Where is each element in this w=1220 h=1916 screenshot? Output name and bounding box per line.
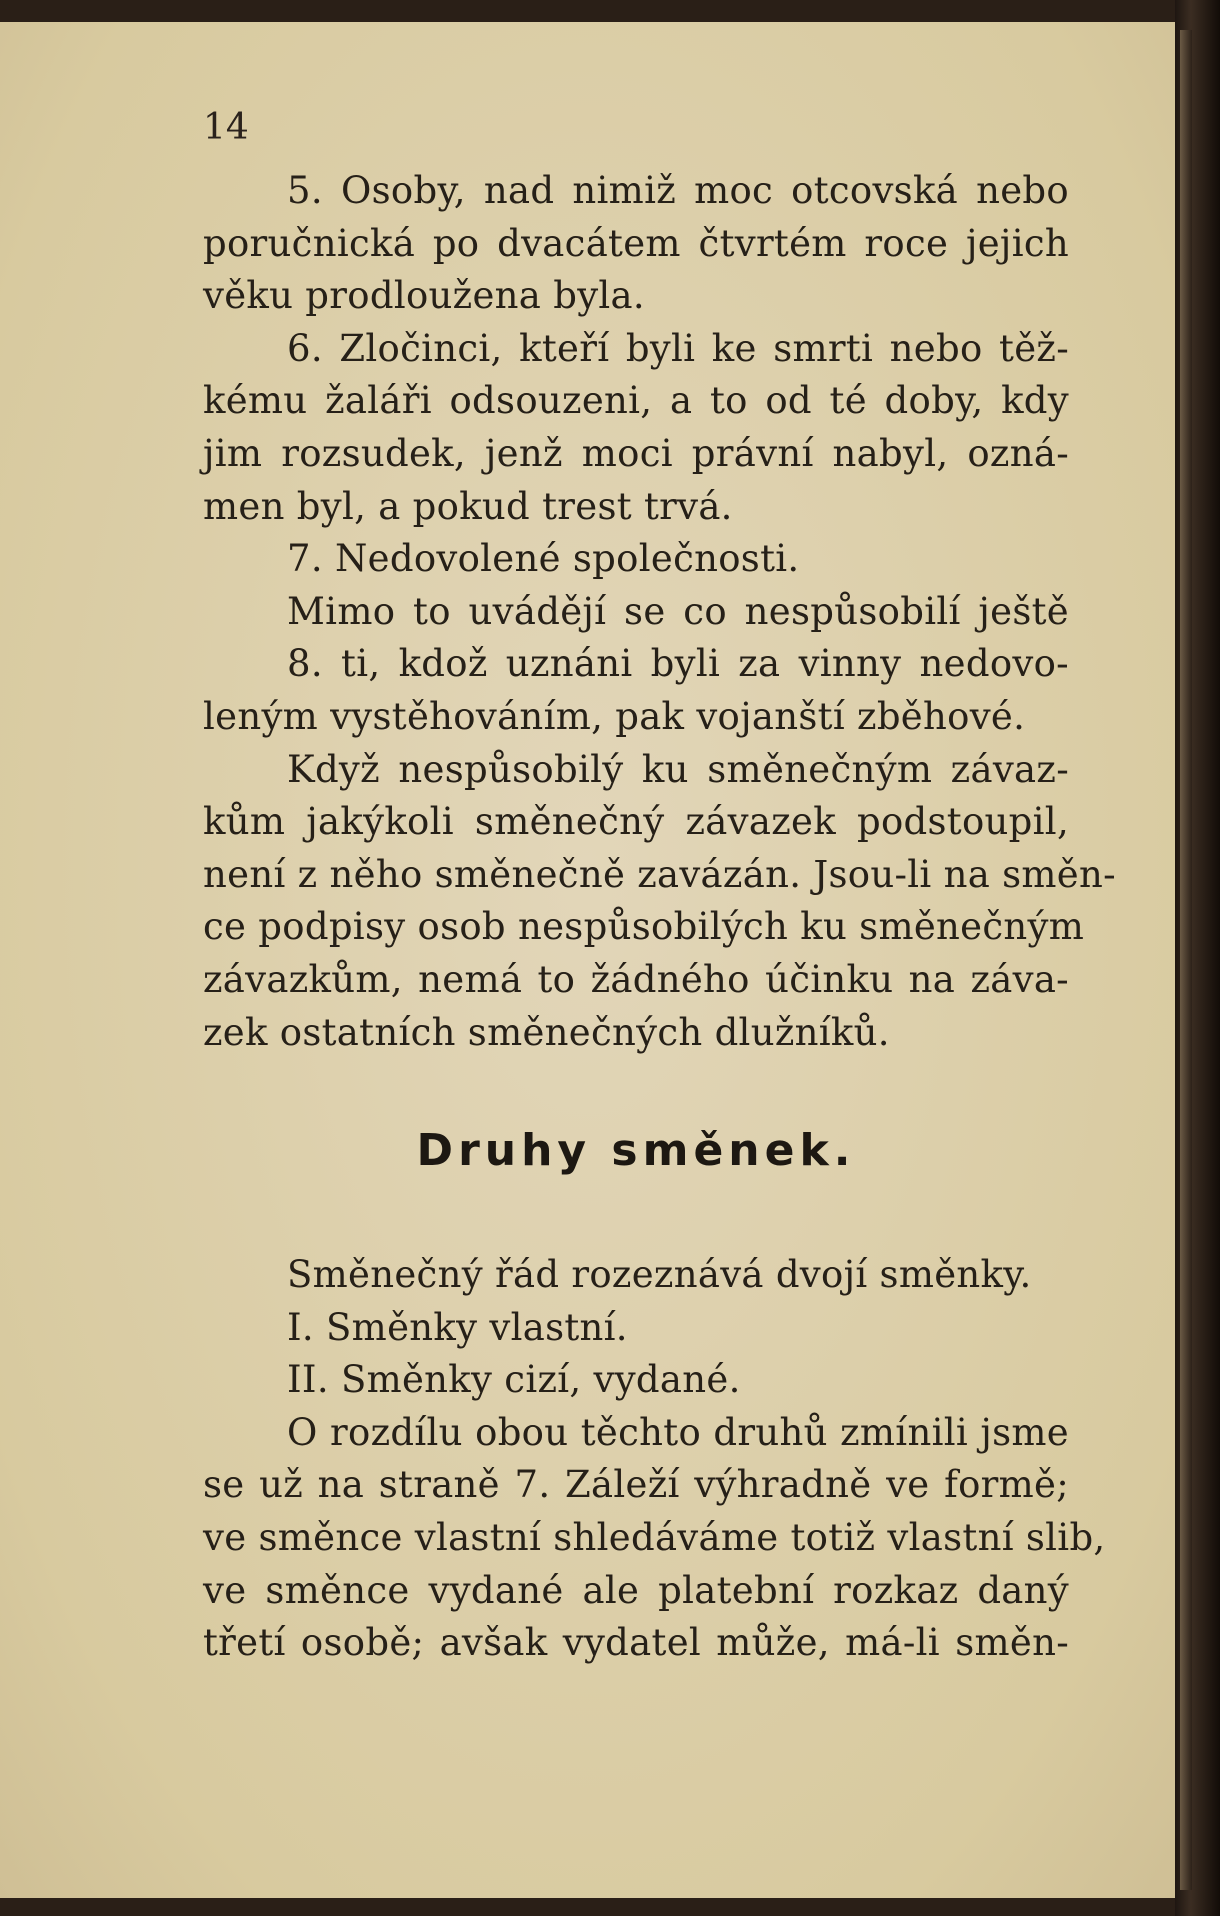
text-line: I. Směnky vlastní. <box>287 1305 628 1349</box>
paragraph-block-1 <box>203 165 1116 1059</box>
text-line: poručnická po dvacátem čtvrtém roce jejich <box>203 221 1069 265</box>
page-edge-strip <box>1180 30 1192 1890</box>
text-line: II. Směnky cizí, vydané. <box>287 1358 741 1402</box>
text-line: není z něho směnečně zavázán. Jsou-li na směn- <box>203 852 1116 896</box>
text-line: ve směnce vydané ale platební rozkaz daný <box>203 1568 1069 1612</box>
text-line: kům jakýkoli směnečný závazek podstoupil, <box>203 800 1069 844</box>
text-line: Směnečný řád rozeznává dvojí směnky. <box>287 1253 1032 1297</box>
text-line: kému žaláři odsouzeni, a to od té doby, kdy <box>203 379 1069 423</box>
text-line: třetí osobě; avšak vydatel může, má-li směn- <box>203 1621 1069 1665</box>
text-line: ce podpisy osob nespůsobilých ku směnečným <box>203 905 1085 949</box>
page-text <box>203 165 1116 1670</box>
text-line: zek ostatních směnečných dlužníků. <box>203 1010 890 1054</box>
text-line: Když nespůsobilý ku směnečným závaz- <box>287 747 1069 791</box>
text-line: 8. ti, kdož uznáni byli za vinny nedovo- <box>287 642 1069 686</box>
text-line: 7. Nedovolené společnosti. <box>287 537 800 581</box>
page-number: 14 <box>203 107 249 148</box>
text-line: Mimo to uvádějí se co nespůsobilí ještě <box>287 589 1069 633</box>
text-line: ve směnce vlastní shledáváme totiž vlastní slib, <box>203 1516 1106 1560</box>
text-line: 5. Osoby, nad nimiž moc otcovská nebo <box>287 169 1069 212</box>
text-line: věku prodloužena byla. <box>203 274 645 318</box>
text-line: 6. Zločinci, kteří byli ke smrti nebo těž- <box>287 326 1069 370</box>
text-line: jim rozsudek, jenž moci právní nabyl, ozná- <box>203 431 1069 475</box>
section-heading-block <box>203 1059 1069 1249</box>
text-line: men byl, a pokud trest trvá. <box>203 484 733 528</box>
section-heading: Druhy směnek. <box>416 1124 856 1176</box>
text-line: závazkům, nemá to žádného účinku na záva- <box>203 957 1069 1001</box>
text-line: leným vystěhováním, pak vojanští zběhové. <box>203 694 1026 738</box>
text-line: se už na straně 7. Záleží výhradně ve formě; <box>203 1463 1069 1507</box>
text-line: O rozdílu obou těchto druhů zmínili jsme <box>287 1410 1069 1454</box>
paragraph-block-2 <box>203 1249 1106 1670</box>
